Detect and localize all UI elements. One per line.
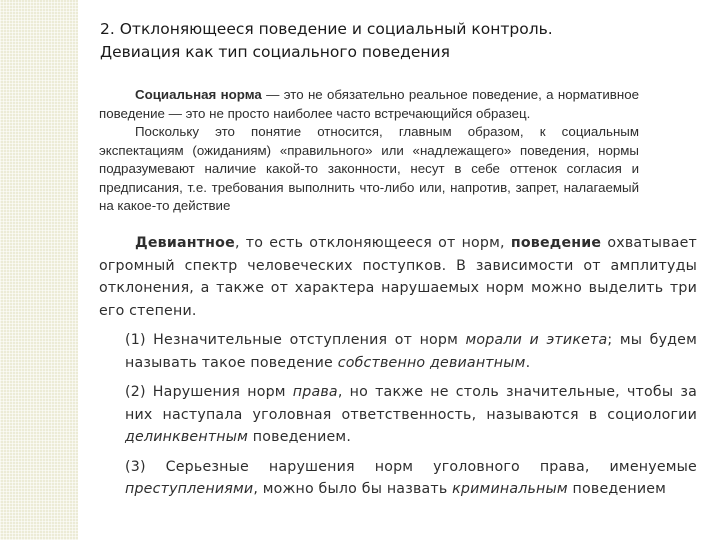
norm-definition-text: — это не обязательно реальное поведение, а нормативное поведение — это не просто наиболее часто встречающийся образец. [99, 87, 639, 121]
degree-item-3: (3) Серьезные нарушения норм уголовного права, именуемые преступлениями, можно было бы назвать криминальным поведением [125, 458, 697, 497]
social-norm-section [99, 86, 639, 216]
item-number: (3) [125, 458, 146, 475]
deviance-definition: Девиантное, то есть отклоняющееся от норм, поведение охватывает огромный спектр человеческих поступков. В зависимости от амплитуды отклонения, а также от характера нарушаемых норм можно выделить три его степени. [99, 235, 697, 319]
item-number: (2) [125, 384, 146, 400]
norm-explanation: Поскольку это понятие относится, главным образом, к социальным экспектациям (ожиданиям) «правильного» или «надлежащего» поведения, нормы подразумевают наличие какой-то законности, несут в себе оттенок согласия и предписания, т.е. требования выполнить что-либо или, напротив, запрет, налагаемый на какое-то действие [99, 124, 639, 213]
degree-item-2: (2) Нарушения норм права, но также не столь значительные, чтобы за них наступала уголовная ответственность, называются в социологии делинквентным поведением. [125, 384, 697, 445]
slide-title [100, 18, 690, 64]
behavior-term: поведение [510, 235, 602, 251]
title-line-1: 2. Отклоняющееся поведение и социальный контроль. [100, 20, 553, 38]
norm-term: Социальная норма [135, 87, 262, 102]
deviance-section [99, 232, 697, 501]
decorative-side-strip [0, 0, 78, 540]
degree-item-1: (1) Незначительные отступления от норм морали и этикета; мы будем называть такое поведение собственно девиантным. [125, 332, 698, 371]
deviance-term: Девиантное [135, 235, 235, 251]
norm-definition [99, 86, 639, 123]
item-number: (1) [125, 332, 146, 348]
title-line-2: Девиация как тип социального поведения [100, 43, 450, 61]
